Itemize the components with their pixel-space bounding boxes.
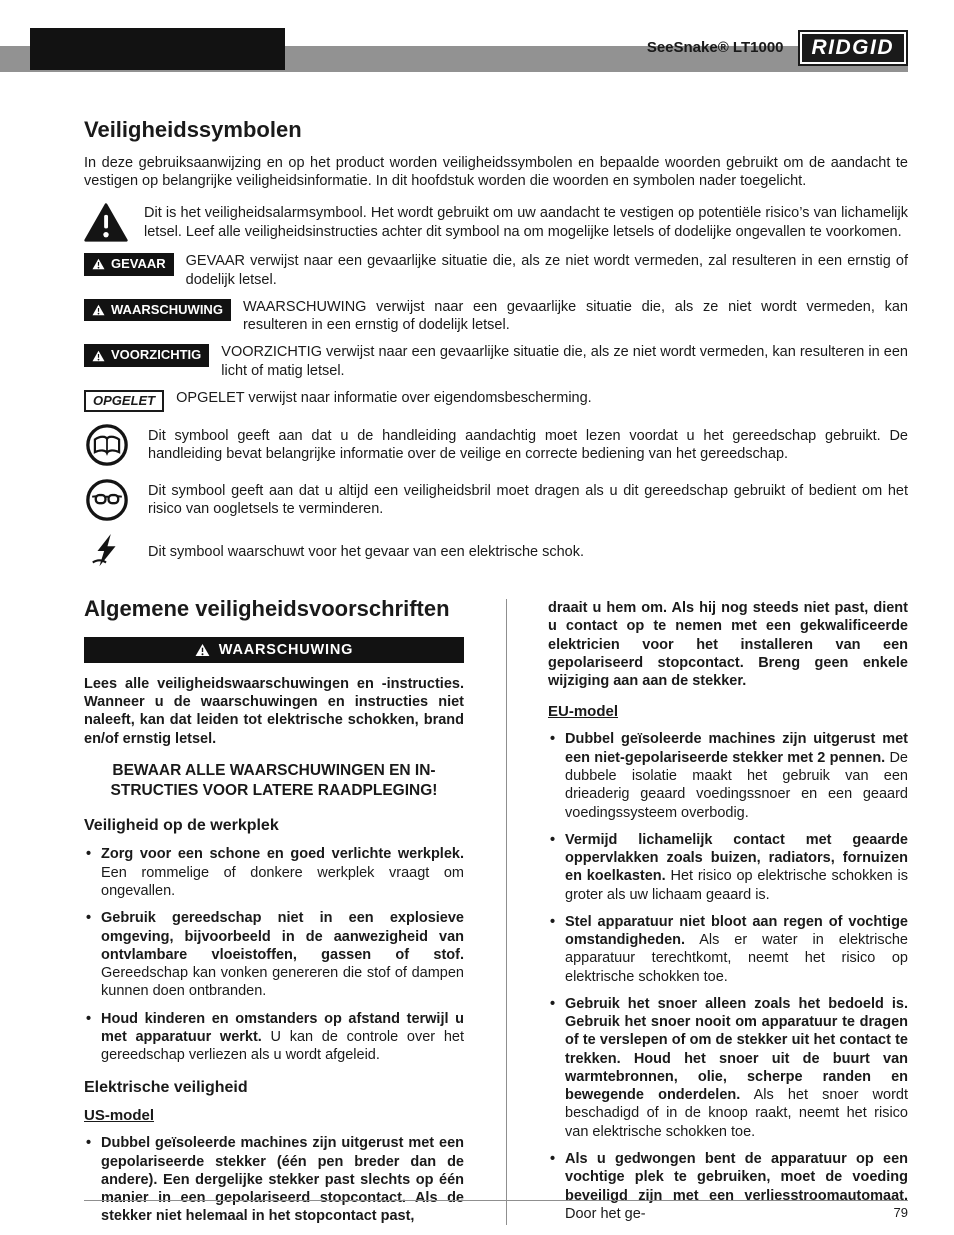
opgelet-text: OPGELET verwijst naar informatie over eigendomsbescherming. [176,389,592,406]
save-notice: BEWAAR ALLE WAARSCHUWINGEN EN IN-STRUCTIES VOOR LATERE RAADPLEGING! [110,762,438,800]
warning-triangle-icon [195,643,210,657]
list-item [548,831,908,904]
page-footer [84,1200,908,1221]
bullet-rest: De dubbele isolatie maakt het gebruik van een drieaderig geaard voedingssnoer en een geaard voedingssysteem overbodig. [565,749,908,821]
warning-lede: Lees alle veiligheidswaarschuwingen en -instructies. Wanneer u de waarschuwingen en instructies niet naleeft, kan dat leiden tot elektrische schokken, brand en/of ernstig letsel. [84,675,464,747]
page-header [0,0,954,96]
list-item [548,995,908,1141]
column-divider [506,599,507,1225]
waarschuwing-badge [84,299,231,321]
bullet-lead: Stel apparatuur niet bloot aan regen of vochtige omstandigheden. [565,913,908,949]
eu-model-list [548,730,908,1223]
signal-word-row-gevaar [84,252,908,289]
waarschuwing-badge-label: WAARSCHUWING [111,301,223,317]
waarschuwing-text: WAARSCHUWING verwijst naar een gevaarlijke situatie die, als ze niet wordt vermeden, kan resulteren in een ernstig of dodelijk letsel. [242,298,908,334]
signal-word-row-waarschuwing [84,298,908,335]
bullet-lead: Dubbel geïsoleerde machines zijn uitgerust met een niet-gepolariseerde stekker met 2 pennen. [565,731,908,766]
header-black-tab [30,28,285,70]
gevaar-badge-label: GEVAAR [111,256,166,272]
pictogram-text-glasses: Dit symbool geeft aan dat u altijd een veiligheidsbril moet dragen als u dit gereedschap gebruikt of bedient om het risico van oogletsels te verminderen. [148,482,908,518]
signal-word-row-opgelet [84,389,908,412]
bullet-lead: Zorg voor een schone en goed verlichte werkplek. [101,846,464,863]
intro-paragraph: In deze gebruiksaanwijzing en op het product worden veiligheidssymbolen en bepaalde woorden gebruikt om de aandacht te vestigen op belangrijke veiligheidsinformatie. In dit hoofdstuk worden die woorden en symbolen nader toegelicht. [84,154,908,189]
bullet-rest: Als er water in elektrische apparatuur terechtkomt, neemt het risico op elektrische schokken toe. [565,932,908,985]
electric-shock-icon [84,533,130,571]
gevaar-badge [84,253,174,275]
safety-alert-icon [84,203,128,242]
bullet-lead: Dubbel geïsoleerde machines zijn uitgerust met een gepolariseerde stekker (één pen breder dan de andere). Een dergelijke stekker past slechts op één manier in een gepolariseerd stopcontact. Als de stekker niet helemaal in het stopcontact past, [101,1135,464,1225]
bullet-rest: Een rommelige of donkere werkplek vraagt om ongevallen. [101,864,464,899]
warning-triangle-icon [92,258,105,270]
ridgid-logo: RIDGID [798,30,909,66]
section-title-veiligheidssymbolen: Veiligheidssymbolen [84,117,302,142]
bullet-rest: Het risico op elektrische schokken is groter als uw lichaam geaard is. [565,868,909,903]
bullet-rest: U kan de controle over het gereedschap verliezen als u wordt afgeleid. [101,1028,464,1064]
opgelet-badge-label: OPGELET [93,392,156,408]
bullet-lead: Als u gedwongen bent de apparatuur op een vochtige plek te gebruiken, moet de voeding beveiligd zijn met een verliesstroomautomaat. [565,1151,908,1204]
list-item [84,845,464,900]
two-column-section [84,595,908,1235]
list-item [84,909,464,1000]
us-model-label: US-model [84,1106,155,1124]
pictogram-text-shock: Dit symbool waarschuwt voor het gevaar van een elektrische schok. [148,544,585,561]
signal-word-row-voorzichtig [84,343,908,380]
read-manual-icon [84,423,130,467]
list-item [548,730,908,821]
section-title-algemene: Algemene veiligheidsvoorschriften [84,596,450,622]
us-model-continuation: draait u hem om. Als hij nog steeds niet past, dient u contact op te nemen met een gekwalificeerde elektricien voor het installeren van een gepolariseerd stopcontact. Breng geen enkele wijziging aan aan de stekker. [548,600,908,690]
product-name: SeeSnake® LT1000 [646,38,784,56]
workplace-heading: Veiligheid op de werkplek [84,817,279,835]
list-item [84,1010,464,1065]
bullet-rest: Door het ge- [565,1205,646,1222]
gevaar-text: GEVAAR verwijst naar een gevaarlijke situatie die, als ze niet wordt vermeden, zal resulteren in een ernstig of dodelijk letsel. [185,253,908,288]
page-number: 79 [893,1204,908,1220]
bullet-lead: Gebruik gereedschap niet in een explosieve omgeving, bijvoorbeeld in de aanwezigheid van ontvlambare vloeistoffen, gassen of stof. [101,910,464,963]
bullet-rest: Als het snoer wordt beschadigd of in de knoop raakt, neemt het risico van elektrische schokken toe. [565,1087,908,1140]
pictogram-text-manual: Dit symbool geeft aan dat u de handleiding aandachtig moet lezen voordat u het gereedschap gebruikt. De handleiding bevat belangrijke informatie over de veilige en correcte bediening van het gereedschap. [148,427,908,463]
page-content [0,116,954,1235]
header-right [647,30,908,66]
safety-alert-row [84,203,908,242]
right-column [548,595,908,1235]
eu-model-label: EU-model [548,702,619,720]
pictogram-row-glasses [84,478,908,522]
left-column [84,595,464,1235]
list-item [548,913,908,986]
opgelet-badge [84,390,164,412]
electrical-heading: Elektrische veiligheid [84,1079,248,1097]
pictogram-row-manual [84,423,908,467]
warning-triangle-icon [92,304,105,316]
warning-triangle-icon [92,350,105,362]
voorzichtig-badge [84,344,209,366]
bullet-lead: Gebruik het snoer alleen zoals het bedoeld is. Gebruik het snoer nooit om apparatuur te dragen of te verslepen of om de stekker uit het contact te trekken. Houd het snoer uit de buurt van warmtebronnen, olie, scherpe randen en bewegende onderdelen. [565,995,908,1104]
warning-banner [84,637,464,663]
bullet-lead: Houd kinderen en omstanders op afstand terwijl u met apparatuur werkt. [101,1010,464,1045]
pictogram-row-shock [84,533,908,571]
safety-alert-text: Dit is het veiligheidsalarmsymbool. Het wordt gebruikt om uw aandacht te vestigen op potentiële risico’s van lichamelijk letsel. Leef alle veiligheidsinstructies achter dit symbool na om mogelijke letsels of dodelijke ongevallen te voorkomen. [144,205,908,240]
safety-glasses-icon [84,478,130,522]
warning-banner-label: WAARSCHUWING [218,641,354,658]
bullet-rest: Gereedschap kan vonken genereren die stof of dampen kunnen doen ontbranden. [101,965,464,1000]
bullet-lead: Vermijd lichamelijk contact met geaarde oppervlakken zoals buizen, radiators, fornuizen en koelkasten. [565,831,908,885]
voorzichtig-text: VOORZICHTIG verwijst naar een gevaarlijke situatie die, als ze niet wordt vermeden, kan resulteren in een licht of matig letsel. [221,344,908,379]
voorzichtig-badge-label: VOORZICHTIG [111,347,202,363]
workplace-list [84,845,464,1064]
